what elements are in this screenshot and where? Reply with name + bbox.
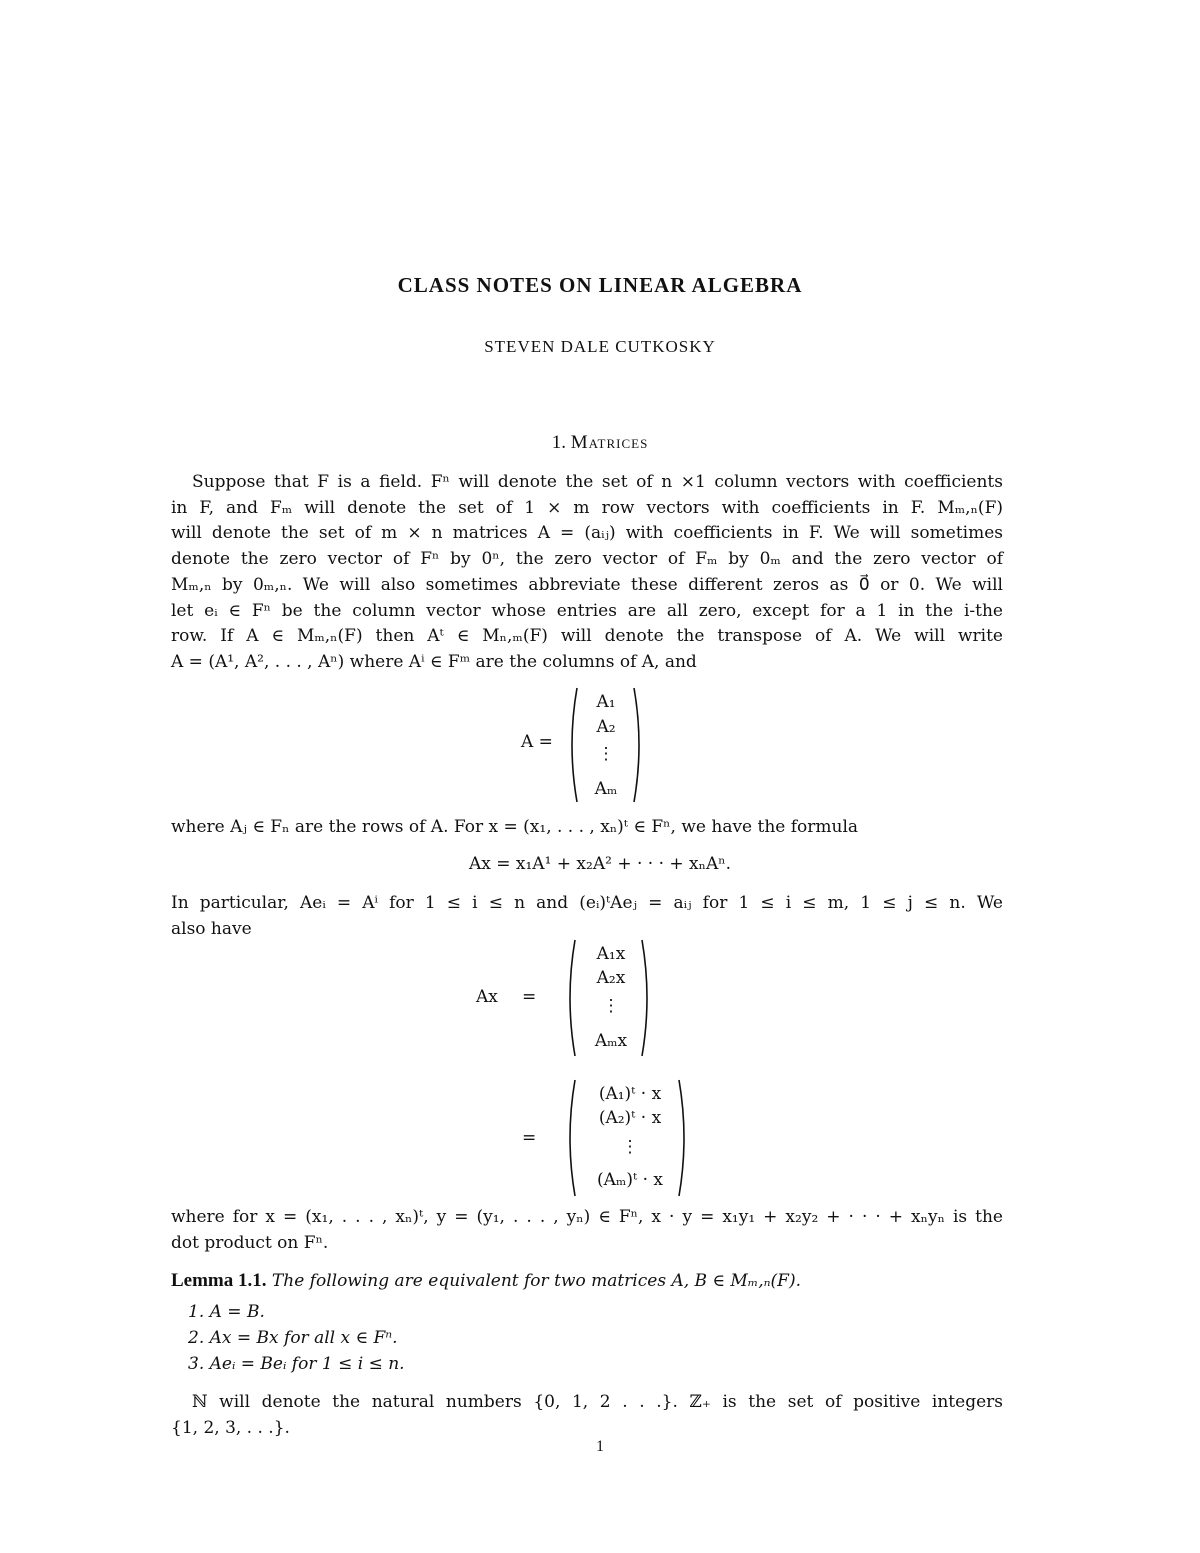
matrix-entry: ⋮ bbox=[602, 996, 620, 1016]
matrix-entry: A₂ bbox=[596, 717, 616, 737]
text-line: {1, 2, 3, . . .}. bbox=[171, 1417, 290, 1438]
matrix-entry: A₂x bbox=[596, 968, 626, 988]
section-heading bbox=[0, 432, 1200, 454]
list-item: 2. Ax = Bx for all x ∈ Fⁿ. bbox=[188, 1328, 398, 1348]
text-line: let eᵢ ∈ Fⁿ be the column vector whose entries are all zero, except for a 1 in the i-the bbox=[171, 600, 1003, 621]
text-line: will denote the set of m × n matrices A = (aᵢⱼ) with coefficients in F. We will sometimes bbox=[171, 523, 1003, 544]
matrix-entry: Aₘx bbox=[594, 1031, 628, 1051]
matrix-lhs: A = bbox=[521, 732, 553, 752]
matrix-entry: (Aₘ)ᵗ · x bbox=[597, 1170, 663, 1190]
text-line: A = (A¹, A², . . . , Aⁿ) where Aⁱ ∈ Fᵐ are the columns of A, and bbox=[171, 651, 697, 672]
matrix-entry: Aₘ bbox=[594, 779, 618, 799]
section-number: 1. bbox=[551, 432, 566, 453]
rows-paragraph bbox=[171, 815, 1003, 841]
text-line: ℕ will denote the natural numbers {0, 1, 2 . . .}. ℤ₊ is the set of positive integers bbox=[192, 1392, 1003, 1412]
lemma-head: Lemma 1.1. bbox=[171, 1270, 267, 1291]
text-line: also have bbox=[171, 918, 252, 939]
right-paren bbox=[632, 686, 646, 804]
list-item: 1. A = B. bbox=[188, 1302, 265, 1322]
text-line: row. If A ∈ Mₘ,ₙ(F) then Aᵗ ∈ Mₙ,ₘ(F) will denote the transpose of A. We will write bbox=[171, 626, 1003, 647]
text-line: where for x = (x₁, . . . , xₙ)ᵗ, y = (y₁, . . . , yₙ) ∈ Fⁿ, x · y = x₁y₁ + x₂y₂ + · · · + xₙyₙ is the bbox=[171, 1207, 1003, 1227]
intro-paragraph bbox=[171, 470, 1003, 676]
particular-paragraph bbox=[171, 891, 1003, 942]
text-line: denote the zero vector of Fⁿ by 0ⁿ, the zero vector of Fₘ by 0ₘ and the zero vector of bbox=[171, 549, 1003, 570]
lemma-list bbox=[188, 1299, 405, 1377]
matrix-entry: A₁x bbox=[596, 944, 626, 964]
matrix-lhs: Ax bbox=[476, 987, 498, 1007]
lemma-statement bbox=[171, 1268, 1003, 1295]
lemma-body: The following are equivalent for two matrices A, B ∈ Mₘ,ₙ(F). bbox=[271, 1271, 802, 1291]
matrix-entry: (A₁)ᵗ · x bbox=[598, 1084, 662, 1104]
list-item: 3. Aeᵢ = Beᵢ for 1 ≤ i ≤ n. bbox=[188, 1354, 405, 1374]
left-paren bbox=[565, 686, 579, 804]
matrix-entry: (A₂)ᵗ · x bbox=[598, 1108, 662, 1128]
text-line: Suppose that F is a field. Fⁿ will denote the set of n ×1 column vectors with coefficients bbox=[192, 472, 1003, 492]
page-number: 1 bbox=[596, 1438, 604, 1455]
left-paren bbox=[563, 1078, 577, 1198]
text-line: dot product on Fⁿ. bbox=[171, 1232, 329, 1253]
right-paren bbox=[640, 938, 654, 1058]
text-line: where Aⱼ ∈ Fₙ are the rows of A. For x = (x₁, . . . , xₙ)ᵗ ∈ Fⁿ, we have the formula bbox=[171, 817, 859, 837]
section-name: Matrices bbox=[570, 432, 649, 453]
matrix-entry: A₁ bbox=[596, 692, 616, 712]
text-line: in F, and Fₘ will denote the set of 1 × m row vectors with coefficients in F. Mₘ,ₙ(F) bbox=[171, 497, 1003, 518]
naturals-paragraph bbox=[171, 1390, 1003, 1441]
left-paren bbox=[563, 938, 577, 1058]
equals-sign: = bbox=[522, 987, 537, 1007]
equals-sign: = bbox=[522, 1128, 537, 1148]
text-line: Mₘ,ₙ by 0ₘ,ₙ. We will also sometimes abbreviate these different zeros as 0⃗ or 0. We will bbox=[171, 574, 1003, 595]
matrix-entry: ⋮ bbox=[621, 1137, 639, 1157]
dot-product-paragraph bbox=[171, 1205, 1003, 1256]
right-paren bbox=[677, 1078, 691, 1198]
text-line: In particular, Aeᵢ = Aⁱ for 1 ≤ i ≤ n and (eᵢ)ᵗAeⱼ = aᵢⱼ for 1 ≤ i ≤ m, 1 ≤ j ≤ n. We bbox=[171, 893, 1003, 913]
author: STEVEN DALE CUTKOSKY bbox=[484, 337, 716, 356]
formula-ax: Ax = x₁A¹ + x₂A² + · · · + xₙAⁿ. bbox=[468, 854, 732, 874]
page-title: CLASS NOTES ON LINEAR ALGEBRA bbox=[397, 273, 803, 297]
lemma bbox=[171, 1268, 1003, 1295]
matrix-entry: ⋮ bbox=[597, 744, 615, 764]
